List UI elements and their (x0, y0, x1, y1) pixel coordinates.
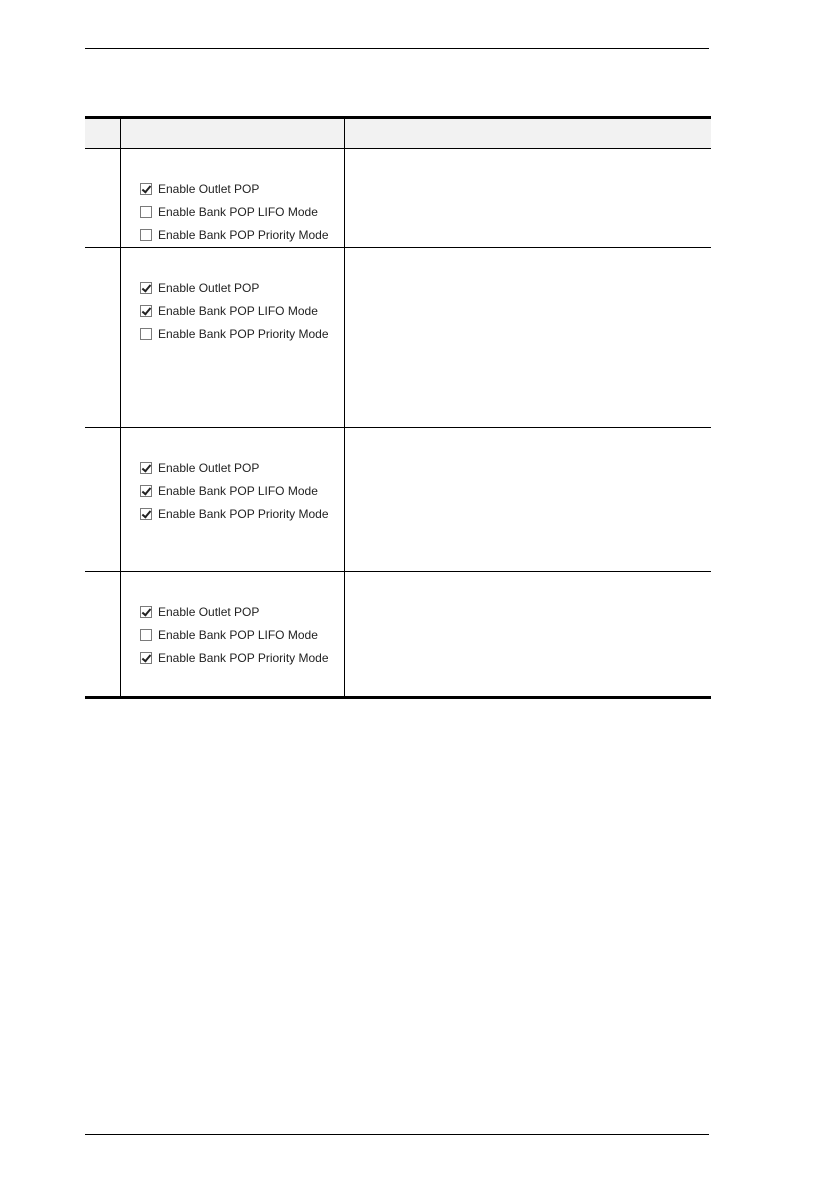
checkbox-option-bank-pop-priority[interactable] (140, 646, 344, 669)
checkbox-option-outlet-pop[interactable] (140, 276, 344, 299)
checkbox-label: Enable Bank POP LIFO Mode (158, 204, 318, 219)
row-number-cell (85, 572, 120, 696)
checkbox[interactable] (140, 305, 152, 317)
checkbox-label: Enable Outlet POP (158, 460, 260, 475)
checkbox-label: Enable Bank POP Priority Mode (158, 326, 329, 341)
checkbox[interactable] (140, 629, 152, 641)
checkbox-label: Enable Bank POP LIFO Mode (158, 627, 318, 642)
checkbox-option-bank-pop-lifo[interactable] (140, 623, 344, 646)
checkbox-option-bank-pop-lifo[interactable] (140, 200, 344, 223)
checkbox-option-bank-pop-priority[interactable] (140, 322, 344, 345)
table-row (85, 248, 711, 428)
checkbox[interactable] (140, 462, 152, 474)
checkbox-label: Enable Outlet POP (158, 181, 260, 196)
table-header-row (85, 119, 711, 149)
description-cell (344, 248, 711, 427)
checkbox-label: Enable Bank POP LIFO Mode (158, 483, 318, 498)
header-rule (85, 48, 709, 49)
checkbox[interactable] (140, 652, 152, 664)
row-number-cell (85, 149, 120, 247)
checkbox-label: Enable Bank POP Priority Mode (158, 650, 329, 665)
checkbox[interactable] (140, 282, 152, 294)
description-cell (344, 572, 711, 696)
checkbox[interactable] (140, 328, 152, 340)
table-row (85, 428, 711, 572)
footer-rule (85, 1134, 709, 1135)
checkbox[interactable] (140, 183, 152, 195)
setting-cell (120, 149, 344, 247)
checkbox-label: Enable Outlet POP (158, 280, 260, 295)
checkbox-option-outlet-pop[interactable] (140, 456, 344, 479)
checkbox-label: Enable Bank POP LIFO Mode (158, 303, 318, 318)
checkbox-option-bank-pop-priority[interactable] (140, 502, 344, 525)
header-cell-setting (120, 119, 344, 148)
checkbox[interactable] (140, 206, 152, 218)
checkbox[interactable] (140, 229, 152, 241)
checkbox[interactable] (140, 485, 152, 497)
description-cell (344, 428, 711, 571)
checkbox-option-bank-pop-priority[interactable] (140, 223, 344, 246)
table-row (85, 572, 711, 696)
checkbox-label: Enable Bank POP Priority Mode (158, 227, 329, 242)
checkbox-option-outlet-pop[interactable] (140, 177, 344, 200)
checkbox-option-bank-pop-lifo[interactable] (140, 299, 344, 322)
checkbox-option-outlet-pop[interactable] (140, 600, 344, 623)
setting-cell (120, 428, 344, 571)
checkbox[interactable] (140, 508, 152, 520)
checkbox-label: Enable Outlet POP (158, 604, 260, 619)
header-cell-description (344, 119, 711, 148)
header-cell-number (85, 119, 120, 148)
setting-cell (120, 572, 344, 696)
row-number-cell (85, 428, 120, 571)
setting-cell (120, 248, 344, 427)
pop-mode-table (85, 116, 711, 699)
row-number-cell (85, 248, 120, 427)
table-row (85, 149, 711, 248)
checkbox-option-bank-pop-lifo[interactable] (140, 479, 344, 502)
checkbox-label: Enable Bank POP Priority Mode (158, 506, 329, 521)
checkbox[interactable] (140, 606, 152, 618)
description-cell (344, 149, 711, 247)
